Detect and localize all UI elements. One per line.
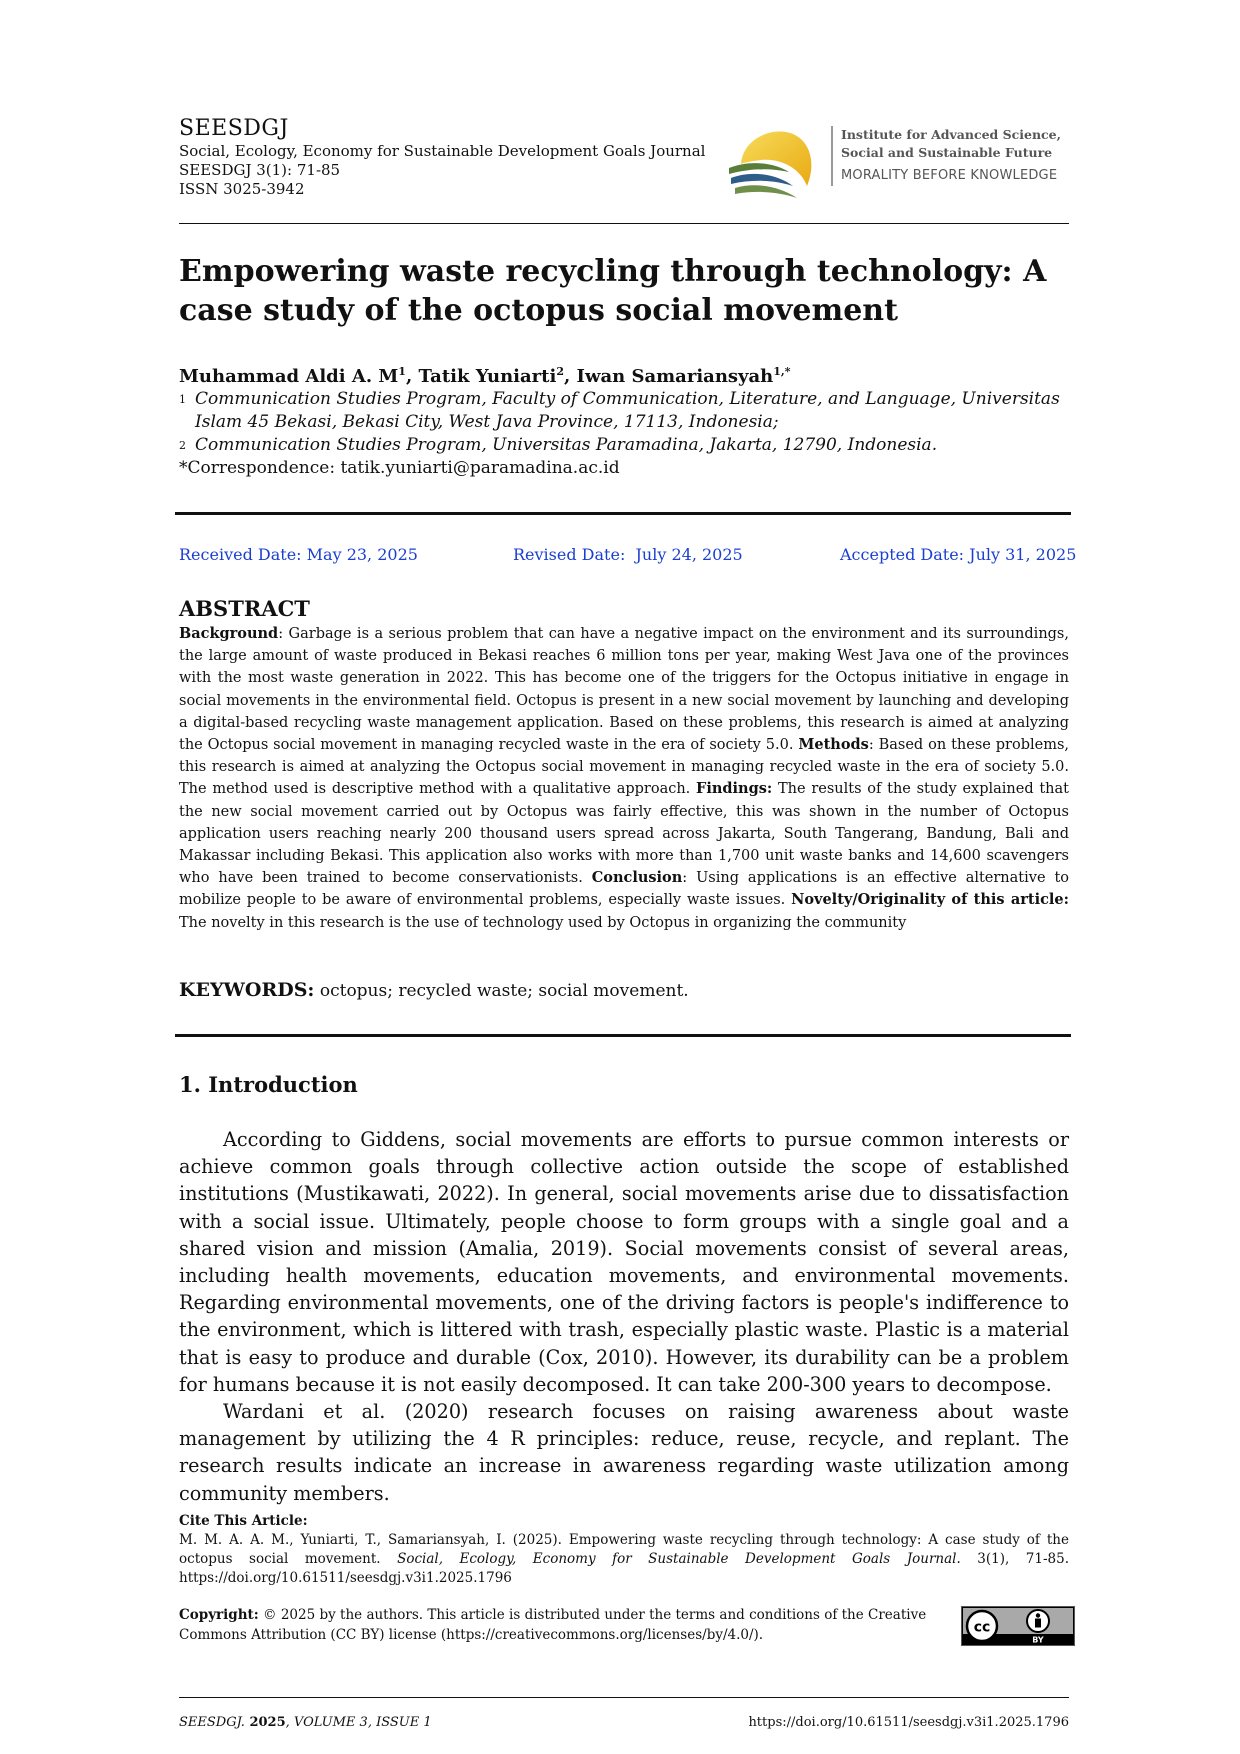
abstract-text-methods: : Based on these problems, this research is aimed at analyzing the Octopus social movement in managing recycled waste in the era of society 5.0. The method used is descriptive method with a qualitative approach. [179, 737, 1069, 798]
author-name: Muhammad Aldi A. M [179, 366, 399, 387]
footer-journal-info [179, 1714, 432, 1732]
cite-journal: Social, Ecology, Economy for Sustainable Development Goals Journal. [397, 1551, 961, 1567]
cite-text [179, 1531, 1069, 1588]
author-separator: , [563, 366, 577, 387]
copyright-label: Copyright: [179, 1607, 259, 1623]
cc-by-icon [962, 1607, 1074, 1645]
author-sup: 1 [398, 365, 406, 378]
abstract-text-background: : Garbage is a serious problem that can have a negative impact on the environment and its surroundings, the large amount of waste produced in Bekasi reaches 6 million tons per year, making West Java one of the provinces with the most waste generation in 2022. This has become one of the triggers for the Octopus initiative in engage in social movements in the environmental field. Octopus is present in a new social movement by launching and developing a digital-based recycling waste management application. Based on these problems, this research is aimed at analyzing the Octopus social movement in managing recycled waste in the era of society 5.0. [179, 626, 1069, 754]
cite-this-article [179, 1512, 1069, 1588]
abstract-text-findings: The results of the study explained that the new social movement carried out by Octopus was fairly effective, this was shown in the number of Octopus application users reaching nearly 200 thousand users spread across Jakarta, South Tangerang, Bandung, Bali and Makassar including Bekasi. This application also works with more than 1,700 unit waste banks and 14,600 scavengers who have been trained to become conservationists. [179, 781, 1069, 887]
abstract-text-conclusion: : Using applications is an effective alternative to mobilize people to be aware of environmental problems, especially waste issues. [179, 870, 1070, 909]
keywords [179, 978, 689, 1003]
cite-text-start: M. M. A. A. M., Yuniarti, T., Samariansyah, I. (2025). Empowering waste recycling through technology: A case study of the octopus social movement. [179, 1532, 1069, 1567]
footer-divider [179, 1697, 1069, 1698]
journal-info [179, 116, 705, 199]
abstract-body [179, 623, 1069, 934]
affiliation-text: Communication Studies Program, Faculty of Communication, Literature, and Language, Universitas Islam 45 Bekasi, Bekasi City, West Java Province, 17113, Indonesia; [195, 389, 1060, 432]
journal-name: Social, Ecology, Economy for Sustainable Development Goals Journal [179, 142, 706, 160]
footer-doi: https://doi.org/10.61511/seesdgj.v3i1.2025.1796 [748, 1715, 1069, 1730]
footer-year: 2025 [244, 1715, 286, 1730]
cc-badge-by-label: BY [1032, 1635, 1044, 1645]
affiliation-item [179, 434, 1069, 457]
accepted-date: Accepted Date: July 31, 2025 [840, 545, 1077, 564]
author-sup: 2 [556, 365, 564, 378]
institute-motto: MORALITY BEFORE KNOWLEDGE [841, 168, 1058, 183]
footer-journal: SEESDGJ. [179, 1715, 245, 1730]
abstract-label-background: Background [179, 625, 279, 642]
keywords-divider [175, 1034, 1071, 1037]
paragraph: Wardani et al. (2020) research focuses on raising awareness about waste management by utilizing the 4 R principles: reduce, reuse, recycle, and replant. The research results indicate an increase in awareness regarding waste utilization among community members. [179, 1400, 1069, 1505]
author-list [179, 360, 791, 389]
affiliation-number: 2 [179, 439, 186, 452]
institute-line-2: Social and Sustainable Future [841, 145, 1053, 160]
institute-block [831, 126, 1071, 186]
dates-divider-top [175, 512, 1071, 515]
journal-volume-pages: SEESDGJ 3(1): 71-85 [179, 161, 341, 179]
copyright-text: © 2025 by the authors. This article is distributed under the terms and conditions of the Creative Commons Attribution (CC BY) license (https://creativecommons.org/licenses/by/4.0/). [179, 1607, 927, 1643]
journal-issn: ISSN 3025-3942 [179, 180, 305, 198]
abstract-label-conclusion: Conclusion [591, 869, 683, 887]
footer-volume: , VOLUME 3, ISSUE 1 [285, 1715, 432, 1730]
introduction-body [179, 1126, 1069, 1507]
paragraph: According to Giddens, social movements are efforts to pursue common interests or achieve common goals through collective action outside the scope of established institutions (Mustikawati, 2022). In general, social movements arise due to dissatisfaction with a social issue. Ultimately, people choose to form groups with a single goal and a shared vision and mission (Amalia, 2019). Social movements consist of several areas, including health movements, education movements, and environmental movements. Regarding environmental movements, one of the driving factors is people's indifference to the environment, which is littered with trash, especially plastic waste. Plastic is a material that is easy to produce and durable (Cox, 2010). However, its durability can be a problem for humans because it is not easily decomposed. It can take 200-300 years to decompose. [179, 1128, 1069, 1396]
sun-wave-logo-icon [721, 124, 819, 204]
affiliation-item [179, 388, 1069, 434]
institute-logo [721, 124, 819, 204]
cc-by-license-badge [961, 1606, 1075, 1646]
author-separator: , [405, 366, 419, 387]
author-sup: 1,* [773, 365, 791, 378]
abstract-heading: ABSTRACT [179, 596, 310, 621]
abstract-label-novelty: Novelty/Originality of this article: [791, 891, 1069, 909]
received-date: Received Date: May 23, 2025 [179, 545, 418, 564]
abstract-label-methods: Methods [798, 736, 869, 754]
abstract-label-findings: Findings: [696, 780, 773, 798]
correspondence: *Correspondence: tatik.yuniarti@paramadina.ac.id [179, 458, 620, 478]
author-name: Iwan Samariansyah [576, 366, 774, 387]
revised-date: Revised Date: July 24, 2025 [513, 545, 743, 564]
keywords-label: KEYWORDS: [179, 979, 315, 1001]
abstract-text-novelty: The novelty in this research is the use of technology used by Octopus in organizing the community [179, 914, 907, 931]
section-heading-introduction: 1. Introduction [179, 1072, 358, 1097]
affiliation-number: 1 [179, 393, 186, 406]
keywords-text: octopus; recycled waste; social movement. [314, 981, 689, 1001]
article-title: Empowering waste recycling through technology: A case study of the octopus social movement [179, 254, 1047, 328]
cite-heading: Cite This Article: [179, 1513, 308, 1529]
institute-line-1: Institute for Advanced Science, [841, 127, 1061, 142]
copyright-notice [179, 1605, 949, 1645]
journal-code: SEESDGJ [179, 116, 289, 141]
header-divider [179, 223, 1069, 224]
author-name: Tatik Yuniarti [418, 366, 557, 387]
affiliation-list [179, 388, 1069, 480]
journal-header [179, 116, 1059, 226]
cite-text-end: 3(1), 71-85. https://doi.org/10.61511/seesdgj.v3i1.2025.1796 [179, 1551, 1069, 1586]
affiliation-text: Communication Studies Program, Universitas Paramadina, Jakarta, 12790, Indonesia. [195, 435, 938, 455]
svg-text:cc: cc [973, 1619, 991, 1636]
